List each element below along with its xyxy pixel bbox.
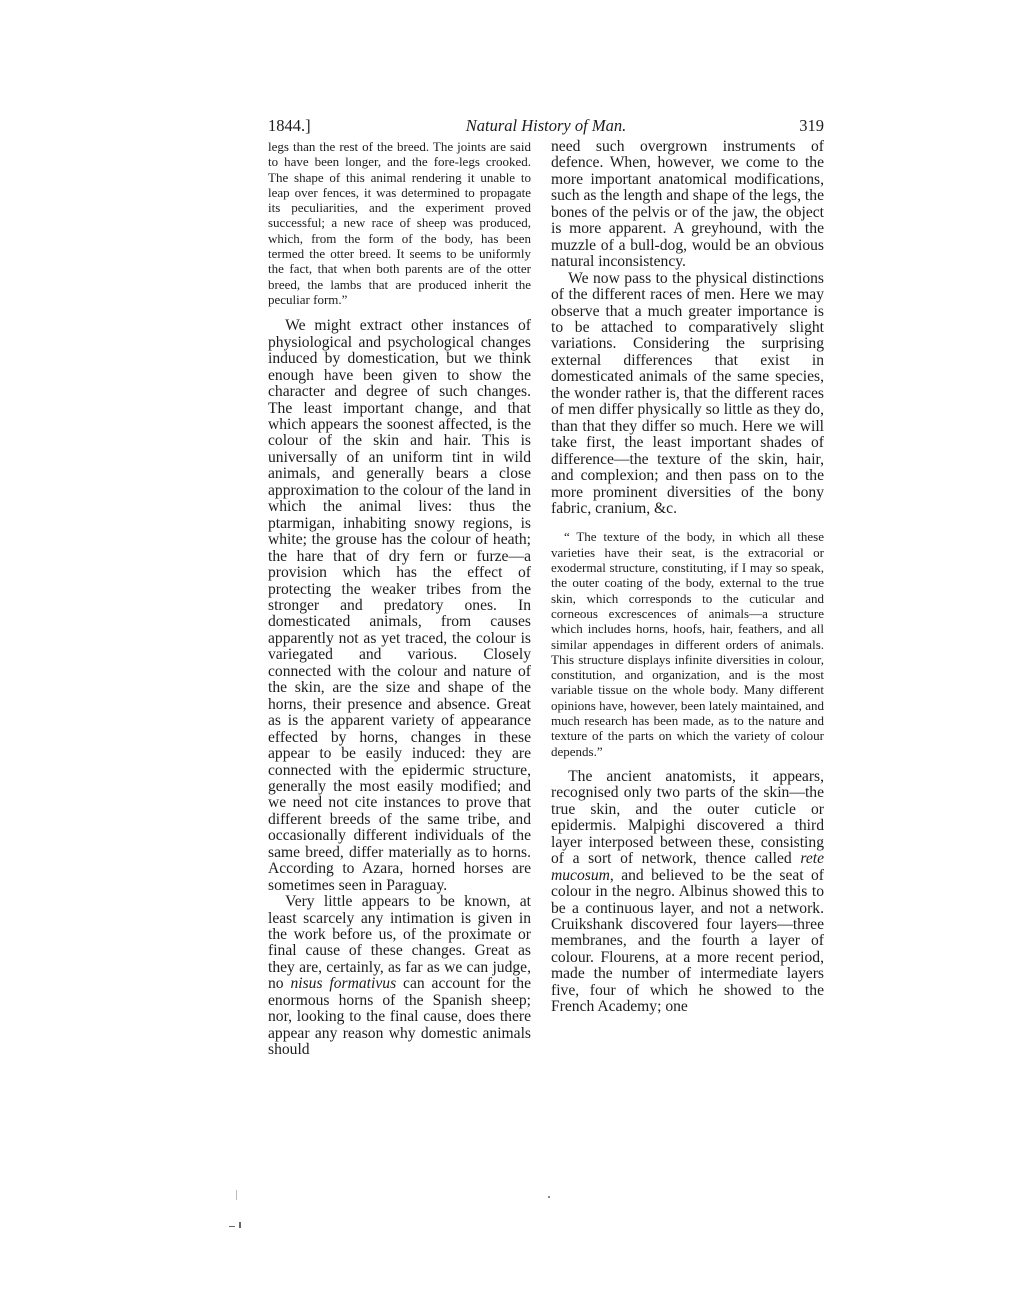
paragraph-text: can account for the enormous horns of the Spanish sheep; nor, looking to the final cause, does there appear any reason why domestic animals should bbox=[268, 975, 532, 1059]
italic-term-nisus-formativus: nisus formativus bbox=[290, 975, 397, 993]
scan-speck bbox=[239, 1222, 241, 1228]
left-column bbox=[268, 139, 531, 1059]
paragraph-overgrown-instruments: need such overgrown instruments of defence. When, however, we come to the more important anatomical modifications, such as the length and shape of the legs, the bones of the pelvis or of the jaw, the object is more apparent. A greyhound, with the muzzle of a bull-dog, would be an obvious natural inconsistency. bbox=[551, 138, 824, 271]
page-number: 319 bbox=[799, 116, 824, 135]
scan-speck bbox=[236, 1190, 237, 1200]
paragraph-final-cause bbox=[268, 894, 531, 1059]
italic-term-rete-mucosum: rete mucosum bbox=[551, 850, 824, 884]
scan-speck bbox=[548, 1196, 550, 1198]
right-column bbox=[551, 139, 824, 1016]
header-year: 1844.] bbox=[268, 116, 311, 135]
paragraph-races-of-men: We now pass to the physical distinctions of the different races of men. Here we may observe that a much greater importance is to be attached to comparatively slight variations. Considering the surprising external differences that exist in domesticated animals of the same species, the wonder rather is, that the different races of men differ physically so little as they do, than that they differ so much. Here we will take first, the least important shades of difference—the texture of the skin, hair, and complexion; and then pass on to the more prominent diversities of the bony fabric, cranium, &c. bbox=[551, 269, 824, 517]
header-title: Natural History of Man. bbox=[465, 116, 627, 135]
paragraph-text: The ancient anatomists, it appears, recognised only two parts of the skin—the true skin, and the outer cuticle or epidermis. Malpighi discovered a third layer interposed between these, consisting of a sort of network, thence called bbox=[551, 767, 824, 868]
paragraph-text: Very little appears to be known, at least scarcely any intimation is given in the work before us, of the proximate or final cause of these changes. Great as they are, certainly, as far as we can judge, no bbox=[268, 893, 531, 993]
running-head bbox=[268, 115, 824, 137]
paragraph-text: , and believed to be the seat of colour in the negro. Albinus showed this to be a continuous layer, and not a network. Cruikshank discovered four layers—three membranes, and the fourth a layer of colour. Flourens, at a more recent period, made the number of intermediate layers five, four of which he showed to the French Academy; one bbox=[551, 866, 824, 1016]
quote-continuation: legs than the rest of the breed. The joints are said to have been longer, and the fore-legs crooked. The shape of this animal rendering it unable to leap over fences, it was determined to propagate its peculiarities, and the experiment proved successful; a new race of sheep was produced, which, from the form of the body, has been termed the otter breed. It seems to be uniformly the fact, that when both parents are of the otter breed, the lambs that are produced inherit the peculiar form.” bbox=[268, 139, 531, 307]
paragraph-ancient-anatomists bbox=[551, 769, 824, 1016]
paragraph-domestication-changes: We might extract other instances of physiological and psychological changes induced by domestication, but we think enough have been given to show the character and degree of such changes. The least important change, and that which appears the soonest affected, is the colour of the skin and hair. This is universally of an uniform tint in wild animals, and generally bears a close approximation to the colour of the land in which the animal lives: thus the ptarmigan, inhabiting snowy regions, is white; the grouse has the colour of heath; the hare that of dry fern or furze—a provision which has the effect of protecting the weaker tribes from the stronger and predatory ones. In domesticated animals, from causes apparently not as yet traced, the colour is variegated and various. Closely connected with the colour and nature of the skin, are the size and shape of the horns, their presence and absence. Great as is the apparent variety of appearance effected by horns, changes in these appear to be easily induced: they are connected with the epidermic structure, generally the most easily modified; and we need not cite instances to prove that different breeds of the same tribe, and occasionally different individuals of the same breed, differ materially as to horns. According to Azara, horned horses are sometimes seen in Paraguay. bbox=[268, 317, 531, 894]
scan-speck bbox=[229, 1226, 235, 1227]
quote-texture-of-body: “ The texture of the body, in which all these varieties have their seat, is the extracorial or exodermal structure, constituting, if I may so speak, the outer coating of the body, external to the true skin, which corresponds to the cuticular and corneous excrescences of animals—a structure which includes horns, hoofs, hair, feathers, and all similar appendages in different orders of animals. This structure displays infinite diversities in colour, constitution, and organization, and is the most variable tissue on the whole body. Many different opinions have, however, been lately maintained, and much research has been made, as to the nature and texture of the parts on which the variety of colour depends.” bbox=[551, 529, 824, 759]
